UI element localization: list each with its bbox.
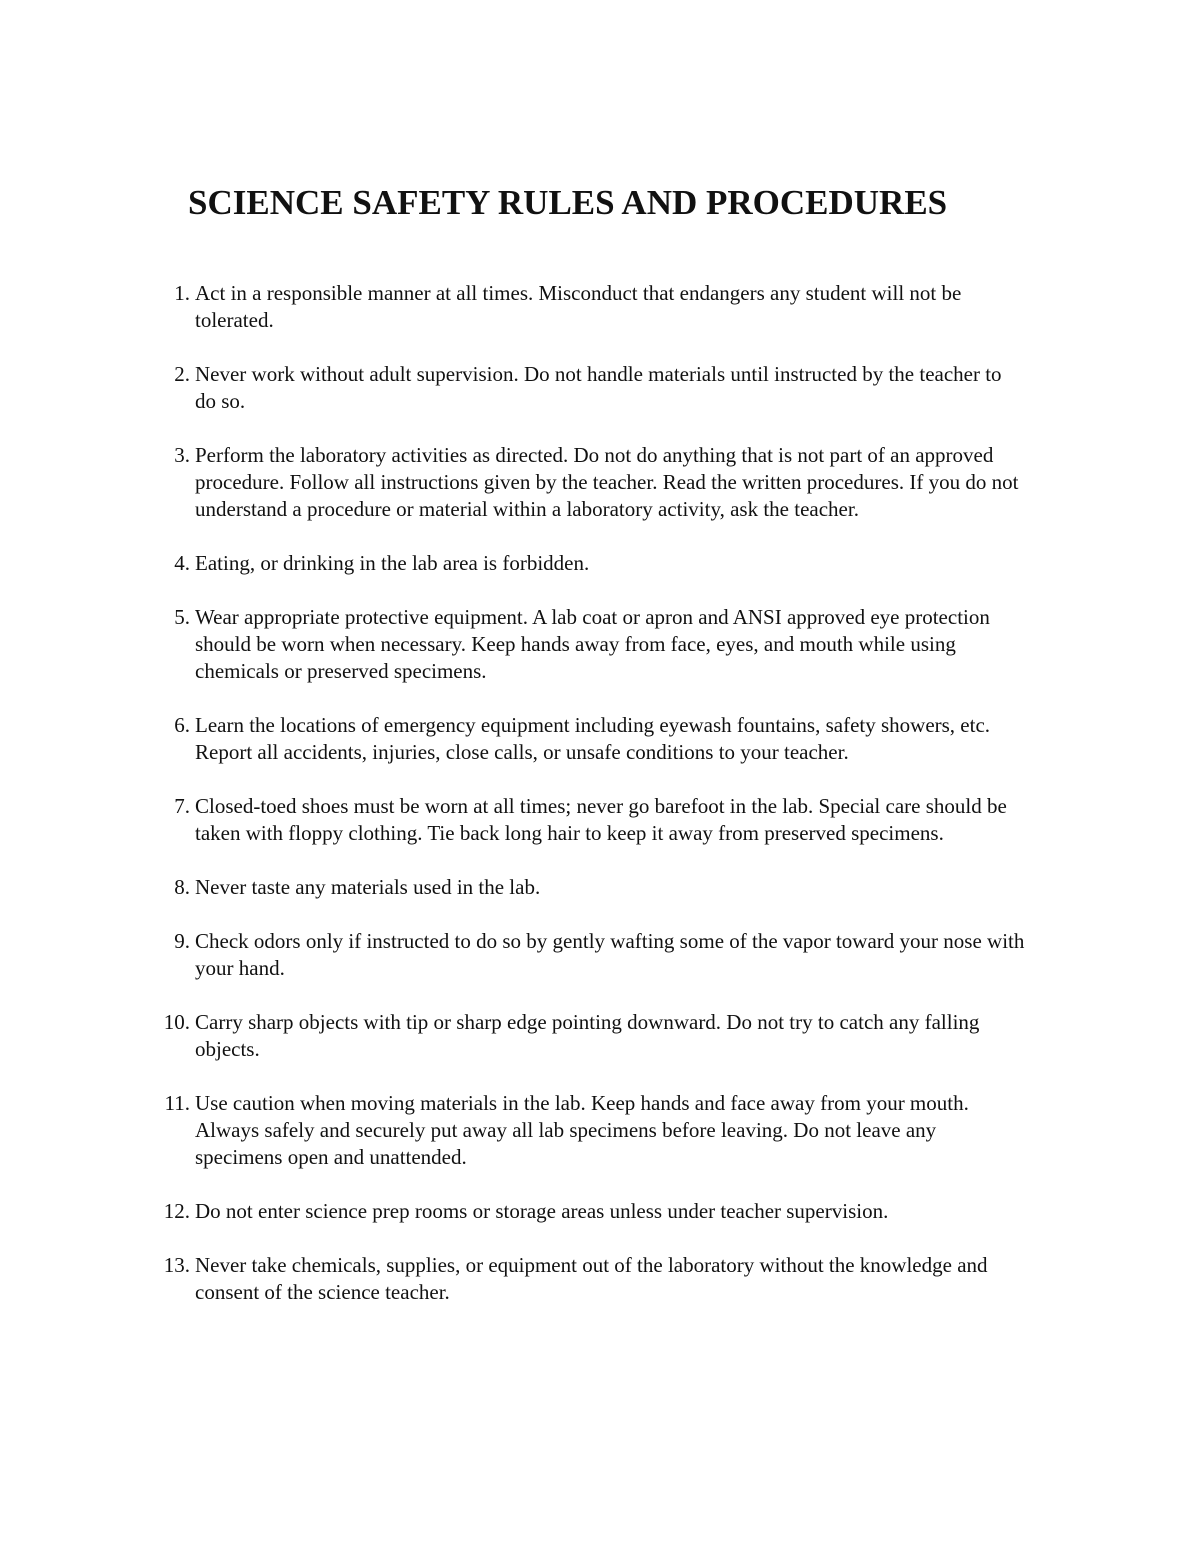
rule-text: Never take chemicals, supplies, or equipment out of the laboratory without the knowledge and consent of the science teacher.	[195, 1253, 988, 1304]
rule-item-2	[150, 361, 1030, 415]
rule-text: Closed-toed shoes must be worn at all times; never go barefoot in the lab. Special care should be taken with floppy clothing. Tie back long hair to keep it away from preserved specimens.	[195, 794, 1007, 845]
rule-item-12	[150, 1198, 1030, 1225]
rule-text: Never taste any materials used in the lab.	[195, 875, 541, 899]
rule-item-9	[150, 928, 1030, 982]
rule-item-3	[150, 442, 1030, 523]
rule-text: Check odors only if instructed to do so by gently wafting some of the vapor toward your nose with your hand.	[195, 929, 1025, 980]
rule-number: 6.	[174, 713, 190, 737]
rule-text: Never work without adult supervision. Do not handle materials until instructed by the teacher to do so.	[195, 362, 1002, 413]
rule-item-8	[150, 874, 1030, 901]
rule-number: 4.	[174, 551, 190, 575]
rule-item-5	[150, 604, 1030, 685]
rule-item-7	[150, 793, 1030, 847]
rule-item-4	[150, 550, 1030, 577]
page-title: SCIENCE SAFETY RULES AND PROCEDURES	[188, 183, 948, 222]
rule-number: 9.	[174, 929, 190, 953]
rule-item-11	[150, 1090, 1030, 1171]
rule-number: 5.	[174, 605, 190, 629]
rule-number: 10.	[163, 1010, 190, 1034]
rule-text: Learn the locations of emergency equipment including eyewash fountains, safety showers, etc. Report all accidents, injuries, close calls, or unsafe conditions to your teacher.	[195, 713, 991, 764]
rule-text: Wear appropriate protective equipment. A lab coat or apron and ANSI approved eye protection should be worn when necessary. Keep hands away from face, eyes, and mouth while using chemicals or preserved specimens.	[195, 605, 990, 683]
rule-text: Perform the laboratory activities as directed. Do not do anything that is not part of an approved procedure. Follow all instructions given by the teacher. Read the written procedures. If you do not understand a procedure or material within a laboratory activity, ask the teacher.	[195, 443, 1019, 521]
rule-number: 1.	[174, 281, 190, 305]
rule-item-1	[150, 280, 1030, 334]
rule-text: Carry sharp objects with tip or sharp edge pointing downward. Do not try to catch any falling objects.	[195, 1010, 980, 1061]
rule-text: Do not enter science prep rooms or storage areas unless under teacher supervision.	[195, 1199, 889, 1223]
rule-number: 12.	[163, 1199, 190, 1223]
rule-number: 3.	[174, 443, 190, 467]
rule-text: Eating, or drinking in the lab area is forbidden.	[195, 551, 590, 575]
rule-number: 2.	[174, 362, 190, 386]
rule-number: 8.	[174, 875, 190, 899]
rule-number: 11.	[164, 1091, 190, 1115]
rule-number: 13.	[163, 1253, 190, 1277]
rule-item-10	[150, 1009, 1030, 1063]
rules-list	[150, 280, 1030, 1333]
rule-number: 7.	[174, 794, 190, 818]
rule-text: Act in a responsible manner at all times. Misconduct that endangers any student will not be tolerated.	[195, 281, 962, 332]
rule-item-6	[150, 712, 1030, 766]
rule-text: Use caution when moving materials in the lab. Keep hands and face away from your mouth. Always safely and securely put away all lab specimens before leaving. Do not leave any specimens open and unattended.	[195, 1091, 969, 1169]
rule-item-13	[150, 1252, 1030, 1306]
